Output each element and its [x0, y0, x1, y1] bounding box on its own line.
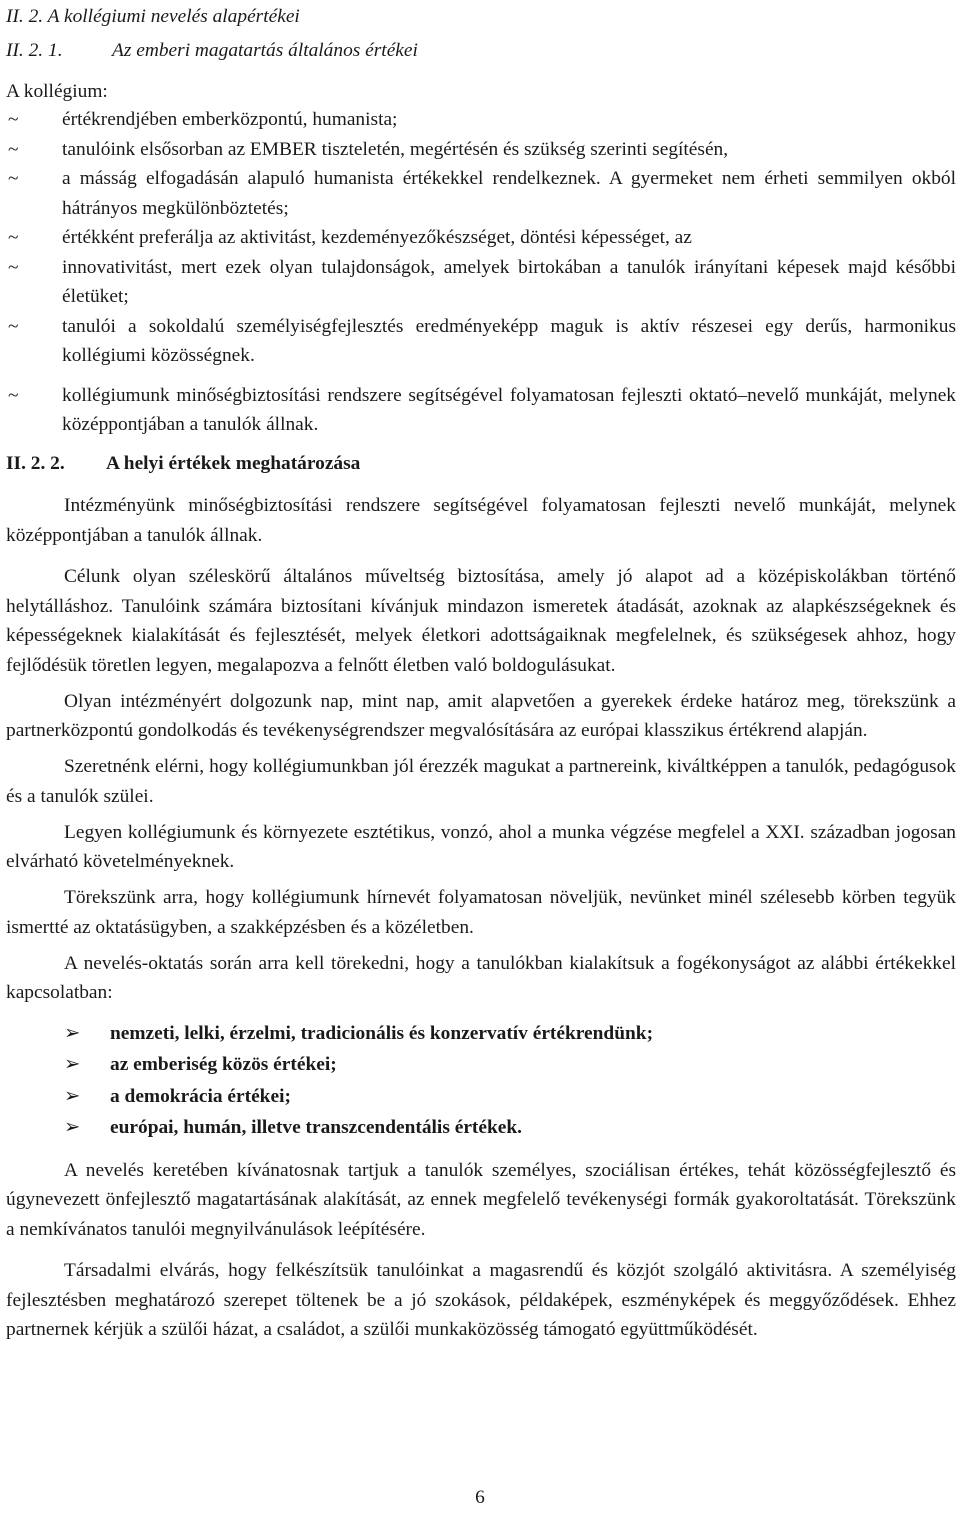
paragraph: Olyan intézményért dolgozunk nap, mint nap, amit alapvetően a gyerekek érdeke határoz meg, törekszünk a partnerközpontú gondolkodás és tevékenységrendszer megvalósítására az európai klasszikus értékrend alapján.: [6, 690, 956, 741]
list-item: ~ tanulóink elsősorban az EMBER tiszteletén, megértésén és szükség szerinti segítésén,: [6, 135, 956, 165]
section-title: A helyi értékek meghatározása: [106, 453, 361, 474]
list-item: ~ értékként preferálja az aktivitást, kezdeményezőkészséget, döntési képességet, az: [6, 223, 956, 253]
arrow-bullet-icon: ➢: [64, 1054, 81, 1075]
list-item: [6, 1049, 956, 1081]
section-body: [6, 491, 956, 1351]
heading-section: [6, 449, 360, 479]
arrow-bullet-icon: ➢: [64, 1085, 81, 1107]
heading-chapter: II. 2. A kollégiumi nevelés alapértékei: [6, 6, 300, 27]
list-item: [6, 1081, 956, 1113]
intro-text: A kollégium:: [6, 81, 108, 102]
list-item: ~ innovativitást, mert ezek olyan tulajdonságok, amelyek birtokában a tanulók irányítani képesek majd későbbi életüket;: [6, 253, 956, 312]
subsection-title: Az emberi magatartás általános értékei: [112, 40, 418, 61]
arrow-bullet-icon: ➢: [64, 1117, 81, 1138]
value-bullets: [6, 1018, 956, 1144]
heading-subsection: [6, 36, 418, 66]
value-item: nemzeti, lelki, érzelmi, tradicionális és konzervatív értékrendünk;: [110, 1022, 654, 1044]
arrow-bullet-icon: ➢: [64, 1022, 81, 1044]
page-number: 6: [475, 1487, 485, 1508]
list-item: ~ értékrendjében emberközpontú, humanista;: [6, 105, 956, 135]
value-item: európai, humán, illetve transzcendentális értékek.: [110, 1117, 523, 1138]
paragraph: A nevelés-oktatás során arra kell törekedni, hogy a tanulókban kialakítsuk a fogékonyságot az alábbi értékekkel kapcsolatban:: [6, 952, 956, 1003]
list-item: ~ kollégiumunk minőségbiztosítási rendszere segítségével folyamatosan fejleszti oktató–nevelő munkáját, melynek középpontjában a tanulók állnak.: [6, 381, 956, 440]
paragraph: Törekszünk arra, hogy kollégiumunk hírnevét folyamatosan növeljük, nevünket minél szélesebb körben tegyük ismertté az oktatásügyben, a szakképzésben és a közéletben.: [6, 887, 956, 938]
paragraph: A nevelés keretében kívánatosnak tartjuk a tanulók személyes, szociálisan értékes, tehát közösségfejlesztő és úgynevezett önfejlesztő magatartásának alakítását, az ennek megfelelő tevékenységi formák gyakoroltatását. Törekszünk a nemkívánatos tanulói megnyilvánulások leépítésére.: [6, 1159, 956, 1240]
list-item: [6, 1018, 956, 1050]
list-item: ~ a másság elfogadásán alapuló humanista értékekkel rendelkeznek. A gyermeket nem érheti semmilyen okból hátrányos megkülönböztetés;: [6, 164, 956, 223]
paragraph: Legyen kollégiumunk és környezete esztétikus, vonzó, ahol a munka végzése megfelel a XXI. században jogosan elvárható követelményeknek.: [6, 821, 956, 872]
subsection-number: II. 2. 1.: [6, 40, 63, 61]
list-item: [6, 1112, 956, 1144]
value-item: a demokrácia értékei;: [110, 1085, 291, 1107]
values-list: [6, 105, 956, 440]
section-number: II. 2. 2.: [6, 453, 65, 474]
paragraph: Társadalmi elvárás, hogy felkészítsük tanulóinkat a magasrendű és közjót szolgáló aktivitásra. A személyiség fejlesztésben meghatározó szerepet töltenek be a jó szokások, példaképek, eszményképek és meggyőződések. Ehhez partnernek kérjük a szülői házat, a családot, a szülői munkaközösség támogató együttműködését.: [6, 1260, 956, 1340]
paragraph: Intézményünk minőségbiztosítási rendszere segítségével folyamatosan fejleszti nevelő munkáját, melynek középpontjában a tanulók állnak.: [6, 495, 956, 546]
value-item: az emberiség közös értékei;: [110, 1054, 337, 1075]
paragraph: Szeretnénk elérni, hogy kollégiumunkban jól érezzék magukat a partnereink, kiváltképpen a tanulók, pedagógusok és a tanulók szülei.: [6, 756, 956, 807]
paragraph: Célunk olyan széleskörű általános műveltség biztosítása, amely jó alapot ad a középiskolákban történő helytálláshoz. Tanulóink számára biztosítani kívánjuk mindazon ismeretek átadását, azoknak az alapkészségeknek és képességeknek kialakítását és fejlesztését, melyek életkori adottságaiknak megfelelnek, és szükségesek ahhoz, hogy fejlődésük töretlen legyen, megalapozva a felnőtt életben való boldogulásukat.: [6, 566, 956, 676]
list-item: ~ tanulói a sokoldalú személyiségfejlesztés eredményeképp maguk is aktív részesei egy derűs, harmonikus kollégiumi közösségnek.: [6, 312, 956, 371]
